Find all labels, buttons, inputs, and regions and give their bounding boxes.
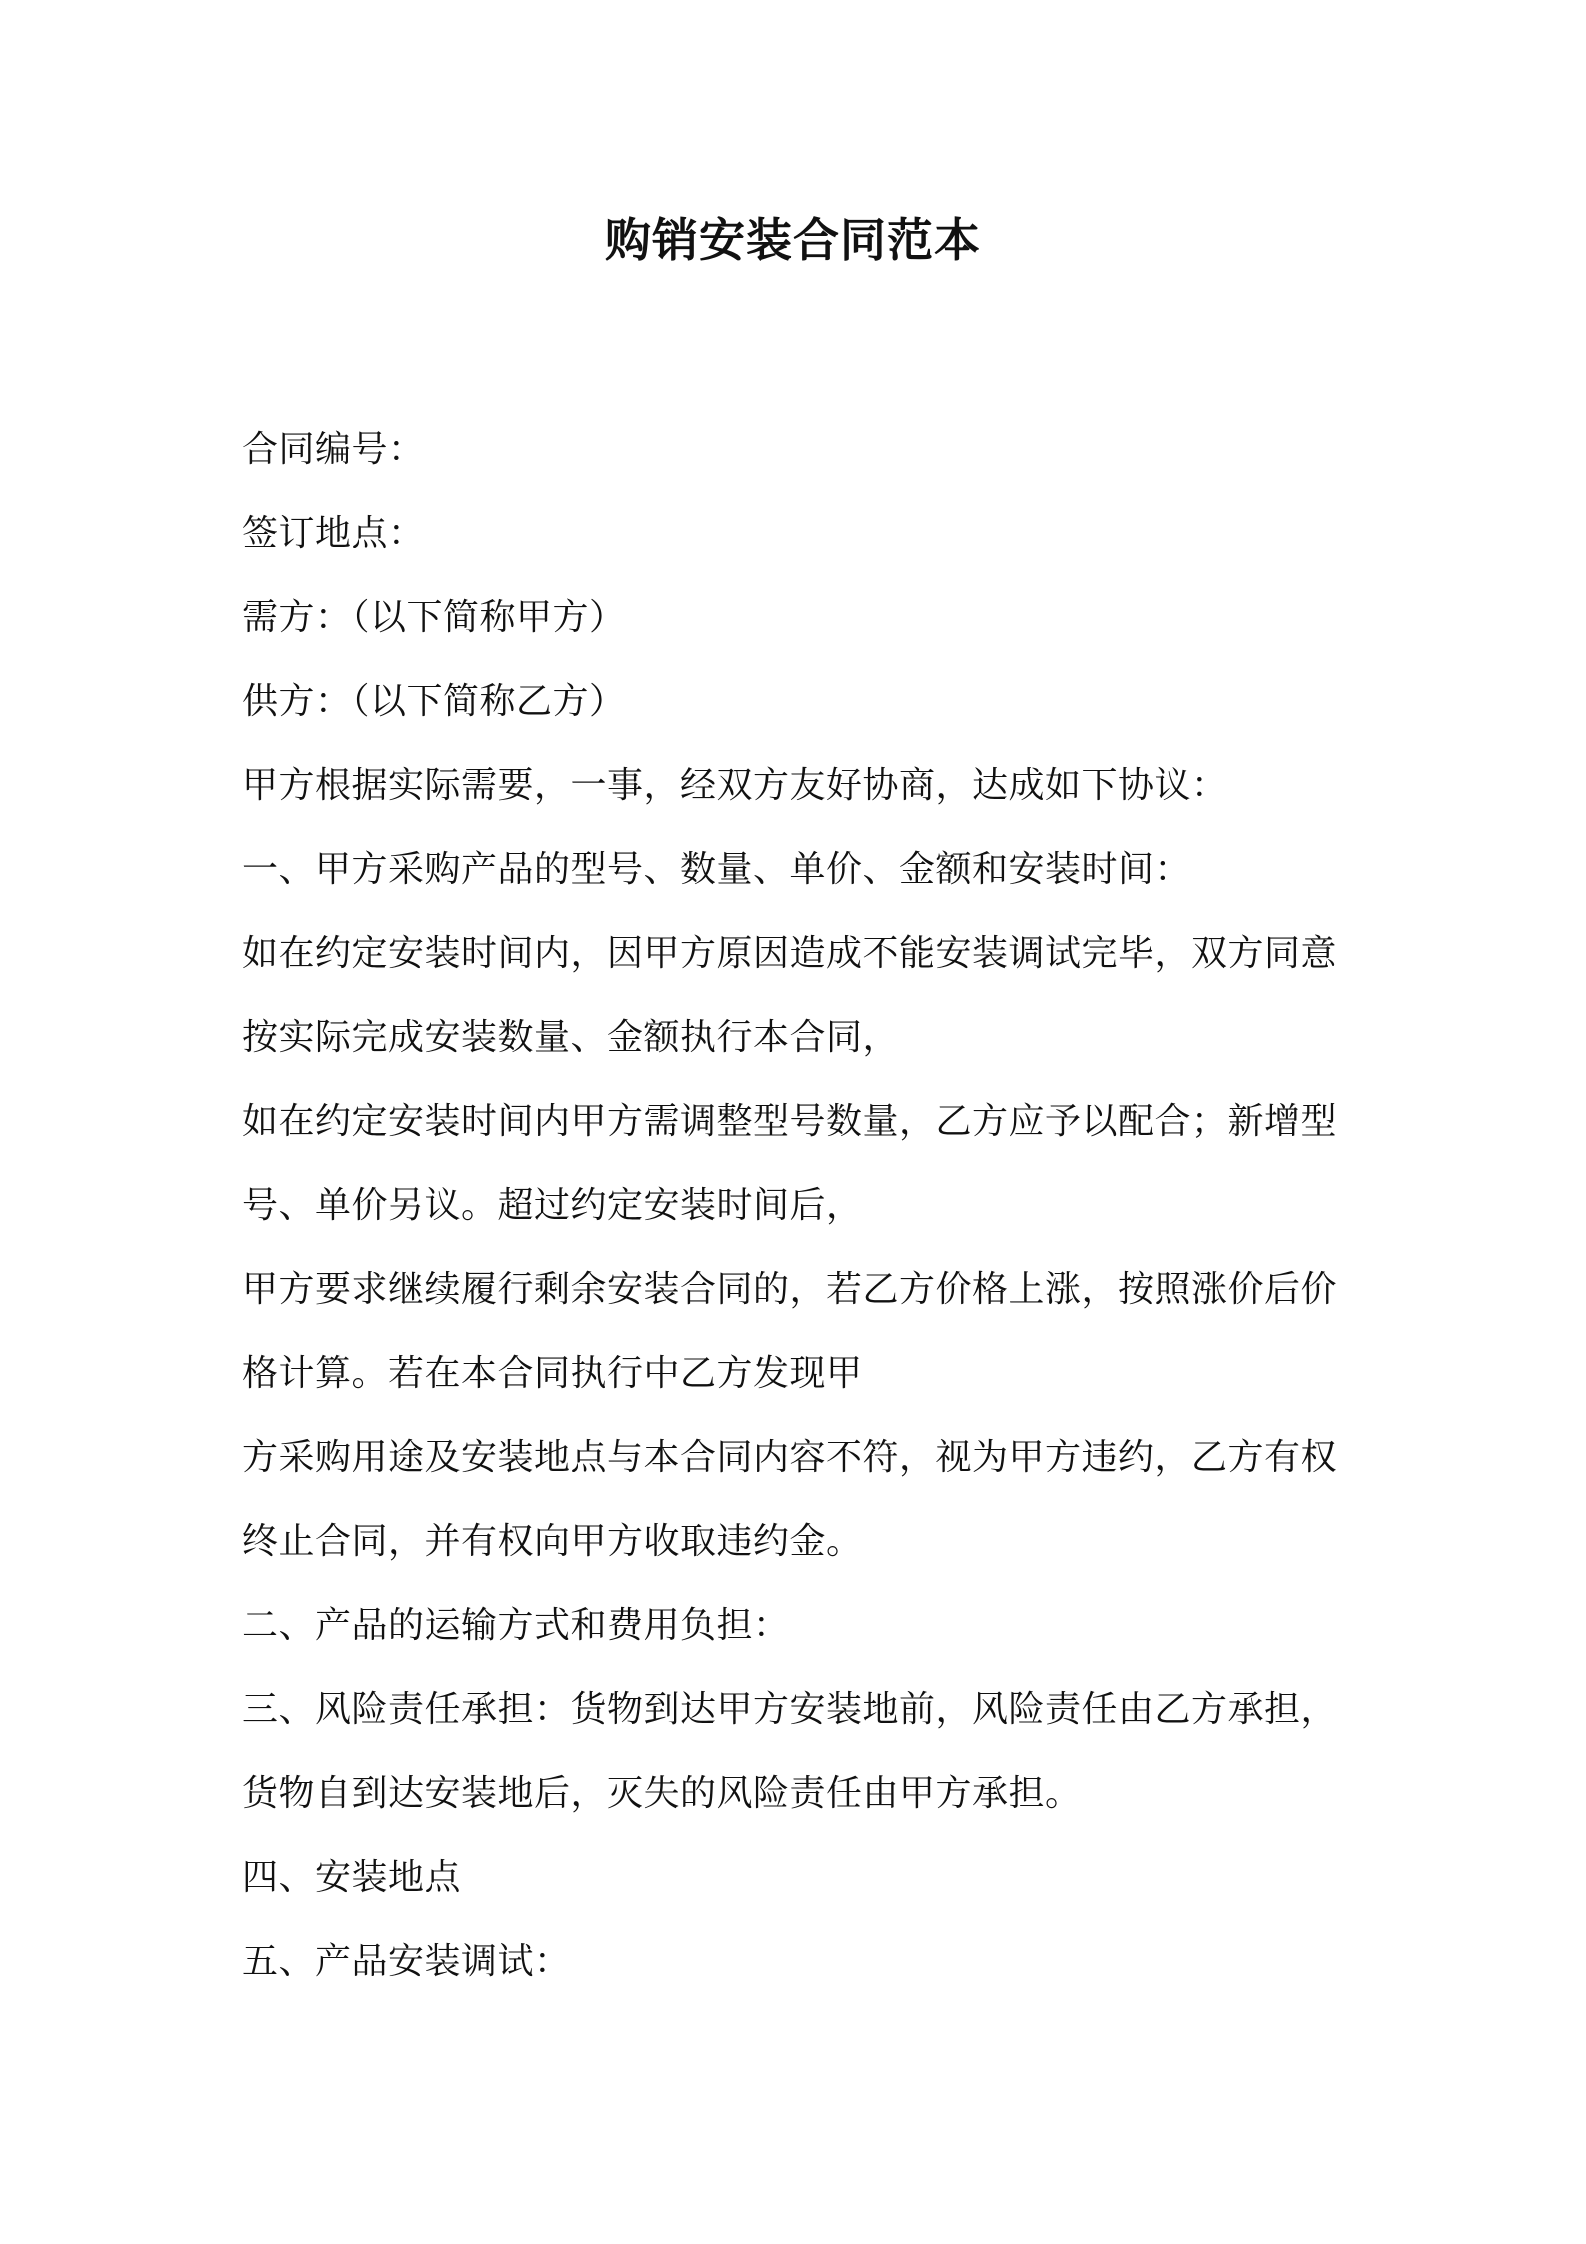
field-supplier: 供方：（以下简称乙方） <box>242 681 626 722</box>
section-heading-5: 五、产品安装调试： <box>242 1941 571 1982</box>
document-title: 购销安装合同范本 <box>605 213 981 267</box>
field-contract-number: 合同编号： <box>242 429 425 470</box>
paragraph-line: 如在约定安装时间内，因甲方原因造成不能安装调试完毕，双方同意 <box>242 933 1338 974</box>
paragraph-line: 甲方要求继续履行剩余安装合同的，若乙方价格上涨，按照涨价后价 <box>242 1269 1338 1310</box>
section-heading-1: 一、甲方采购产品的型号、数量、单价、金额和安装时间： <box>242 849 1192 890</box>
paragraph-line: 格计算。若在本合同执行中乙方发现甲 <box>242 1353 863 1394</box>
field-signing-place: 签订地点： <box>242 513 425 554</box>
document-body <box>242 408 1362 2004</box>
section-heading-2: 二、产品的运输方式和费用负担： <box>242 1605 790 1646</box>
paragraph-line: 方采购用途及安装地点与本合同内容不符，视为甲方违约，乙方有权 <box>242 1437 1338 1478</box>
paragraph-line: 按实际完成安装数量、金额执行本合同， <box>242 1017 900 1058</box>
paragraph-line: 终止合同，并有权向甲方收取违约金。 <box>242 1521 863 1562</box>
field-buyer: 需方：（以下简称甲方） <box>242 597 626 638</box>
paragraph-line: 甲方根据实际需要，一事，经双方友好协商，达成如下协议： <box>242 765 1228 806</box>
section-heading-4: 四、安装地点 <box>242 1857 462 1898</box>
section-heading-3: 三、风险责任承担：货物到达甲方安装地前，风险责任由乙方承担， <box>242 1689 1338 1730</box>
paragraph-line: 货物自到达安装地后，灭失的风险责任由甲方承担。 <box>242 1773 1082 1814</box>
paragraph-line: 如在约定安装时间内甲方需调整型号数量，乙方应予以配合；新增型 <box>242 1101 1338 1142</box>
paragraph-line: 号、单价另议。超过约定安装时间后， <box>242 1185 863 1226</box>
